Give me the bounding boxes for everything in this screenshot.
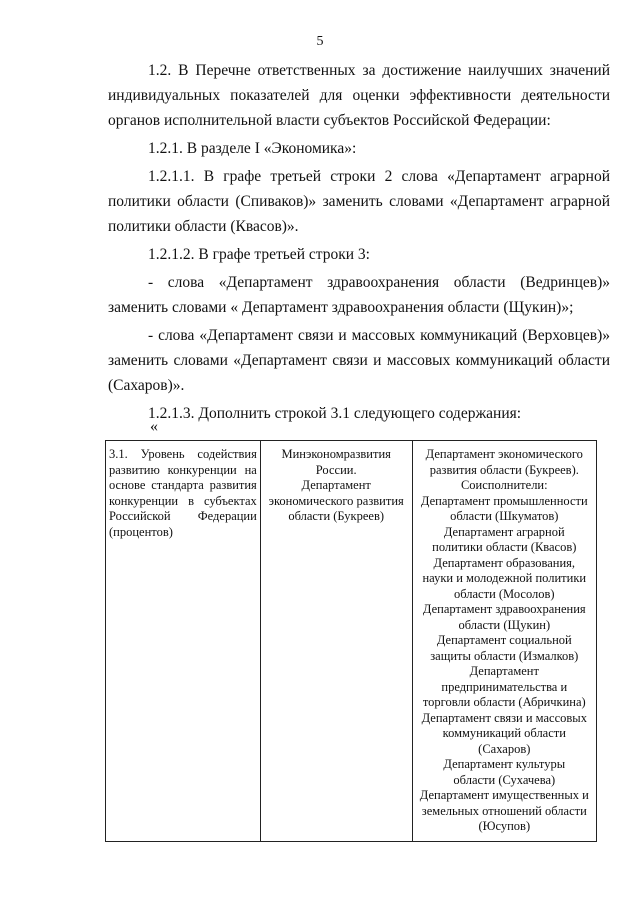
paragraph-communications-replacement: - слова «Департамент связи и массовых коммуникаций (Верховцев)» заменить словами «Департамент связи и массовых коммуникаций области (Сахаров)». bbox=[108, 327, 610, 394]
cell-line: Департамент имущественных и bbox=[419, 788, 589, 802]
cell-line: (Сахаров) bbox=[478, 741, 531, 756]
cell-line: торговли области (Абричкина) bbox=[422, 695, 586, 709]
cell-line: Департамент здравоохранения bbox=[422, 602, 586, 616]
paragraph-1-2: 1.2. В Перечне ответственных за достижение наилучших значений индивидуальных показателей для оценки эффективности деятельности органов исполнительной власти субъектов Российской Федерации: bbox=[108, 62, 610, 129]
cell-line: Департамент экономического bbox=[425, 447, 583, 461]
cell-line: Департамент культуры bbox=[443, 757, 566, 771]
cell-line: области (Сухачева) bbox=[453, 772, 556, 787]
cell-line: Соисполнители: bbox=[460, 478, 548, 492]
document-body bbox=[108, 58, 610, 429]
indicator-cell: 3.1. Уровень содействия развитию конкуренции на основе стандарта развития конкуренции в субъектах Российской Федерации (процентов) bbox=[106, 441, 261, 842]
regional-responsible-cell bbox=[412, 441, 596, 842]
cell-line: коммуникаций области bbox=[442, 726, 566, 740]
cell-line: защиты области (Измалков) bbox=[430, 648, 579, 663]
paragraph-1-2-1-2: 1.2.1.2. В графе третьей строки 3: bbox=[148, 246, 370, 263]
cell-line: предпринимательства и bbox=[441, 679, 568, 694]
cell-line: области (Мосолов) bbox=[453, 586, 555, 601]
cell-line: экономического развития bbox=[268, 493, 404, 508]
cell-line: Департамент bbox=[469, 664, 539, 678]
cell-line: области (Щукин) bbox=[458, 617, 551, 632]
cell-line: Департамент связи и массовых bbox=[421, 710, 587, 725]
table-row bbox=[106, 441, 597, 842]
paragraph-1-2-1-3: 1.2.1.3. Дополнить строкой 3.1 следующего содержания: bbox=[148, 405, 522, 422]
cell-line: России. bbox=[315, 462, 357, 477]
cell-line: Департамент аграрной bbox=[443, 524, 565, 539]
cell-line: развития области (Букреев). bbox=[429, 462, 579, 477]
cell-line: области (Шкуматов) bbox=[450, 509, 559, 523]
indicator-table bbox=[105, 440, 597, 842]
cell-line: Департамент образования, bbox=[433, 555, 576, 570]
cell-line: Департамент социальной bbox=[436, 633, 572, 647]
cell-line: Департамент промышленности bbox=[420, 493, 588, 508]
cell-line: области (Букреев) bbox=[288, 509, 385, 523]
page-number: 5 bbox=[316, 34, 324, 49]
paragraph-health-replacement: - слова «Департамент здравоохранения области (Ведринцев)» заменить словами « Департамент здравоохранения области (Щукин)»; bbox=[108, 274, 610, 316]
paragraph-1-2-1: 1.2.1. В разделе I «Экономика»: bbox=[148, 140, 357, 157]
federal-responsible-cell bbox=[260, 441, 412, 842]
cell-line: политики области (Квасов) bbox=[432, 540, 577, 554]
cell-line: (Юсупов) bbox=[478, 819, 531, 833]
opening-quote-mark: « bbox=[150, 418, 158, 435]
cell-line: науки и молодежной политики bbox=[422, 571, 587, 585]
cell-line: Минэкономразвития bbox=[281, 447, 391, 461]
paragraph-1-2-1-1: 1.2.1.1. В графе третьей строки 2 слова «Департамент аграрной политики области (Спиваков)» заменить словами «Департамент аграрной политики области (Квасов)». bbox=[108, 168, 610, 235]
cell-line: Департамент bbox=[301, 478, 371, 492]
cell-line: земельных отношений области bbox=[421, 803, 587, 818]
